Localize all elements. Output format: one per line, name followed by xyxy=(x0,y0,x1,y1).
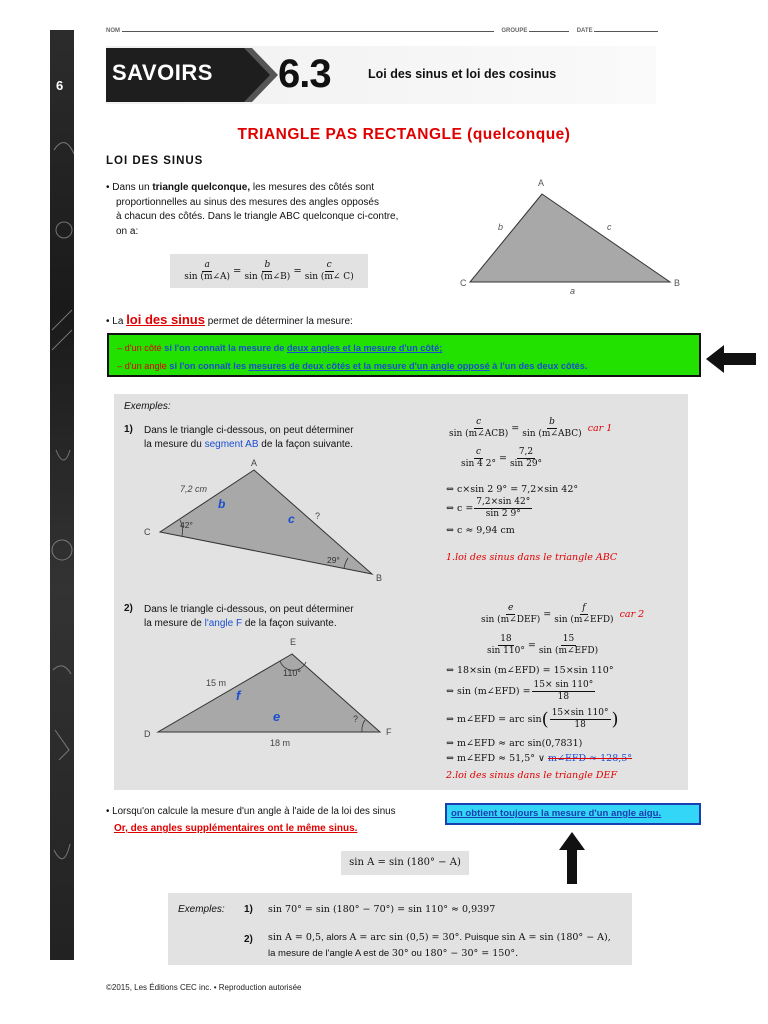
ex1-math-4: ⇔ c = $\frac{7,2\times\sin 42^\circ}{\sin 2 9^\circ}$ xyxy=(446,497,531,519)
ex1-unknown: ? xyxy=(315,511,321,521)
ex1-math-1: $\frac{c}{\text{sin (m∠ACB)}}$ = $\frac{b}{\text{sin (m∠ABC)}}$ car 1 xyxy=(449,417,613,439)
tri-label-C: C xyxy=(460,278,467,288)
date-field[interactable] xyxy=(594,31,658,32)
remark-line-1: • Lorsqu'on calcule la mesure d'un angle à l'aide de la loi des sinus xyxy=(106,806,396,817)
law-link[interactable]: loi des sinus xyxy=(126,312,205,327)
intro-line-1: • Dans un triangle quelconque, les mesures des côtés sont xyxy=(106,182,375,193)
ex1-vertex-B: B xyxy=(376,573,383,583)
examples-label: Exemples: xyxy=(124,401,171,412)
arrow-left-icon xyxy=(706,344,758,374)
identity-box: sin A = sin (180° − A) xyxy=(341,851,469,875)
banner-arrow xyxy=(238,48,278,102)
ex1-side-label: 7,2 cm xyxy=(180,484,208,494)
tri-label-A: A xyxy=(538,178,545,188)
green-line-1: – d'un côté si l'on connaît la mesure de deux angles et la mesure d'un côté; xyxy=(117,343,443,353)
ex2-vertex-D: D xyxy=(144,729,151,739)
tri-side-a: a xyxy=(570,286,576,296)
ex1-link: segment AB xyxy=(204,439,259,450)
ex1-math-5: ⇔ c ≈ 9,94 cm xyxy=(446,525,515,536)
ex1-angle-B: 29° xyxy=(327,555,340,565)
ex2-vertex-E: E xyxy=(290,637,297,647)
ex2-triangle xyxy=(140,640,400,750)
remark-line-2: Or, des angles supplémentaires ont le même sinus. xyxy=(114,823,358,834)
main-title: TRIANGLE PAS RECTANGLE (quelconque) xyxy=(237,126,571,143)
ex2-side-f: f xyxy=(236,688,241,703)
ex1-math-2: $\frac{c}{\sin 4 2^\circ}$ = $\frac{7,2}{\sin 29^\circ}$ xyxy=(461,447,543,469)
ex2-vertex-F: F xyxy=(386,727,392,737)
law-line: • La loi des sinus permet de déterminer la mesure: xyxy=(106,312,353,327)
savoirs-label: SAVOIRS xyxy=(112,60,213,85)
intro-line-4: on a: xyxy=(116,225,139,237)
ex1-text: Dans le triangle ci-dessous, on peut déterminer la mesure du segment AB de la façon suivante. xyxy=(144,425,354,450)
sine-law-formula: $\frac{a}{\sin (m\angle A)}$ = $\frac{b}{\sin (m\angle B)}$ = $\frac{c}{\sin (m\angle C)}$ xyxy=(170,254,368,288)
remark-highlight: on obtient toujours la mesure d'un angle aigu. xyxy=(445,803,701,825)
ex2-math-1: $\frac{e}{\text{sin (m∠DEF)}}$ = $\frac{f}{\text{sin (m∠EFD)}}$ car 2 xyxy=(481,603,645,625)
ex1-side-b: b xyxy=(218,497,226,511)
tri-side-c: c xyxy=(607,222,612,232)
section-title: Loi des sinus et loi des cosinus xyxy=(368,67,557,81)
section-number: 6.3 xyxy=(278,52,331,96)
arrow-up-icon xyxy=(558,832,586,884)
ex1-math-3: ⇔ c×sin 2 9° = 7,2×sin 42° xyxy=(446,484,579,495)
nom-label: NOM xyxy=(106,28,120,34)
tri-label-B: B xyxy=(674,278,681,288)
ex1-vertex-C: C xyxy=(144,527,151,537)
ex1-note: 1.loi des sinus dans le triangle ABC xyxy=(446,552,618,563)
ex2-side-df: 18 m xyxy=(270,738,291,748)
ex2-side-de: 15 m xyxy=(206,678,227,688)
date-label: DATE xyxy=(576,28,593,34)
side-strip xyxy=(50,30,74,960)
green-line-2: – d'un angle si l'on connaît les mesures de deux côtés et la mesure d'un angle opposé à l'un des deux côtés. xyxy=(117,361,588,371)
ex2-number: 2) xyxy=(124,603,133,614)
side-number: 6 xyxy=(56,78,64,93)
header-fields xyxy=(106,28,698,34)
ex2-math-4: ⇔ sin (m∠EFD) = $\frac{15\times \sin 110^\circ}{18}$ xyxy=(446,680,594,702)
groupe-label: GROUPE xyxy=(501,28,528,34)
bottom-ex1-number: 1) xyxy=(244,904,253,915)
ex2-text: Dans le triangle ci-dessous, on peut déterminer la mesure de l'angle F de la façon suivante. xyxy=(144,604,354,629)
bottom-examples-label: Exemples: xyxy=(178,904,225,915)
bottom-ex2-line-2: la mesure de l'angle A est de 30° ou 180° − 30° = 150°. xyxy=(268,948,519,959)
ex2-unknown: ? xyxy=(353,714,359,724)
tri-side-b: b xyxy=(498,222,504,232)
nom-field[interactable] xyxy=(122,31,494,32)
bottom-ex1: sin 70° = sin (180° − 70°) = sin 110° ≈ 0,9397 xyxy=(268,904,496,915)
ex1-number: 1) xyxy=(124,424,133,435)
ex2-side-e: e xyxy=(273,709,281,724)
ex1-triangle xyxy=(140,454,390,584)
intro-line-2: proportionnelles au sinus des mesures des angles opposés xyxy=(116,196,379,208)
ex2-angle-E: 110° xyxy=(283,668,301,678)
section-heading: LOI DES SINUS xyxy=(106,155,204,167)
ex2-note: 2.loi des sinus dans le triangle DEF xyxy=(446,770,618,781)
ex1-angle-C: 42° xyxy=(180,520,193,530)
ex2-math-2: $\frac{18}{\sin 110^\circ}$ = $\frac{15}{\text{sin (m∠EFD)}}$ xyxy=(487,634,599,656)
intro-line-3: à chacun des côtés. Dans le triangle ABC quelconque ci-contre, xyxy=(116,211,399,222)
bottom-ex2-number: 2) xyxy=(244,934,253,945)
ex1-vertex-A: A xyxy=(251,458,258,468)
intro-paragraph xyxy=(106,181,446,239)
bottom-ex2-line-1: sin A = 0,5, alors A = arc sin (0,5) = 30°. Puisque sin A = sin (180° − A), xyxy=(268,932,611,943)
triangle-abc xyxy=(456,176,696,300)
groupe-field[interactable] xyxy=(529,31,569,32)
ex2-math-5: ⇔ m∠EFD = arc sin( $\frac{15\times\sin 110^\circ}{18}$ ) xyxy=(446,708,619,730)
side-strip-doodles xyxy=(50,30,74,960)
footer: ©2015, Les Éditions CEC inc. • Reproduction autorisée xyxy=(106,983,302,992)
ex2-math-7: ⇔ m∠EFD ≈ 51,5° ∨ m∠EFD ≈ 128,5° xyxy=(446,753,633,764)
ex2-math-6: ⇔ m∠EFD ≈ arc sin(0,7831) xyxy=(446,738,583,749)
ex2-link: l'angle F xyxy=(204,618,243,629)
ex2-math-3: ⇔ 18×sin (m∠EFD) = 15×sin 110° xyxy=(446,665,614,676)
ex1-side-c: c xyxy=(288,512,295,526)
green-box xyxy=(107,333,701,377)
